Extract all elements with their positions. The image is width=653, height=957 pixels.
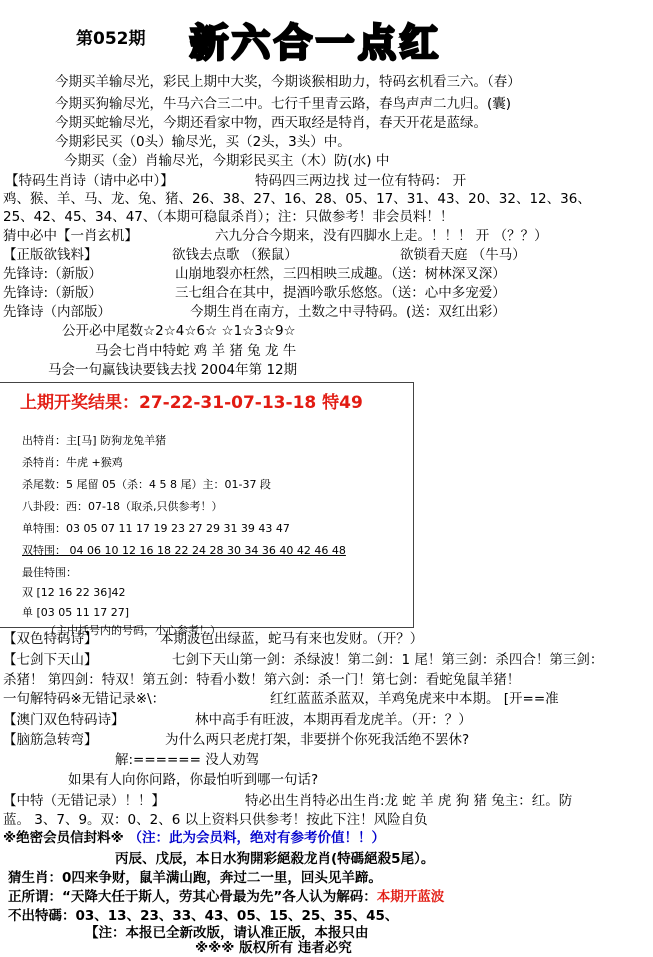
poem-text: 今期生肖在南方，土数之中寻特码。(送：双红出彩） bbox=[190, 304, 506, 320]
zodiac-line: 鸡、猴、羊、马、龙、兔、猪、26、38、27、16、28、05、17、31、43、20、32、12、36、 bbox=[3, 191, 591, 207]
section-text: 本期波色出绿蓝，蛇马有来也发财。（开？） bbox=[160, 631, 424, 647]
poem-text: 山崩地裂亦枉然，三四相映三成趣。（送：树林深叉深） bbox=[175, 266, 506, 282]
bottom-line: 【注：本报已全新改版，请认准正版，本报只由 bbox=[85, 925, 369, 941]
zhongte-text: 特必出生肖特必出生肖:龙 蛇 羊 虎 狗 猪 兔主：红。防 bbox=[245, 793, 573, 809]
macau-note: 马会一句赢钱诀要钱去找 2004年第 12期 bbox=[48, 362, 298, 378]
intro-line: 今期买羊输尽光，彩民上期中大奖，今期谈猴相助力，特码玄机看三六。（春） bbox=[55, 74, 521, 90]
secret-text: ※绝密会员信封料※ bbox=[3, 830, 124, 846]
riddle-question: 如果有人向你问路，你最怕听到哪一句话? bbox=[68, 772, 319, 788]
bottom-highlight: 本期开蓝波 bbox=[376, 889, 445, 905]
poem-section-label: 【正版欲钱料】 bbox=[3, 247, 98, 263]
secret-note bbox=[3, 830, 385, 846]
bottom-line-text: 正所谓：“天降大任于斯人，劳其心骨最为先”各人认为解码： bbox=[8, 889, 377, 905]
poem-title: 欲钱去点歌 （猴鼠） bbox=[172, 247, 298, 263]
copyright: ※※※ 版权所有 违者必究 bbox=[195, 940, 352, 956]
issue-number: 第052期 bbox=[76, 29, 146, 49]
tema-label: 【特码生肖诗（请中必中）】 bbox=[5, 173, 174, 189]
section-text: 林中高手有旺波，本期再看龙虎羊。（开：？） bbox=[195, 712, 472, 728]
result-box bbox=[0, 382, 414, 637]
section-text: 七剑下天山第一剑：杀绿波！第二剑：1 尾！第三剑：杀四合！第三剑： bbox=[172, 652, 604, 668]
result-row: 杀尾数：5 尾留 05（杀：4 5 8 尾）主：01-37 段 bbox=[22, 478, 271, 491]
result-row: 最佳特围： bbox=[22, 566, 77, 579]
result-row: 双 [12 16 22 36]42 bbox=[22, 586, 126, 599]
poem-title-2: 欲锁看天庭 （牛马） bbox=[400, 247, 526, 263]
brand-logo bbox=[188, 18, 456, 64]
guess-text: 六九分合今期来，没有四脚水上走。！！！ 开 （？？） bbox=[215, 228, 548, 244]
tail-numbers: 公开必中尾数☆2☆4☆6☆ ☆1☆3☆9☆ bbox=[62, 323, 296, 339]
tema-text: 特码四三两边找 过一位有特码： 开 bbox=[255, 173, 467, 189]
result-row: 单特围：03 05 07 11 17 19 23 27 29 31 39 43 47 bbox=[22, 522, 290, 535]
section-label: 【双色特码诗】 bbox=[3, 631, 98, 647]
zhongte-label: 【中特（无错记录）！！】 bbox=[3, 793, 165, 809]
result-title: 上期开奖结果：27-22-31-07-13-18 特49 bbox=[20, 393, 363, 413]
section-label: 【七剑下天山】 bbox=[3, 652, 98, 668]
zodiac-line: 25、42、45、34、47、（本期可稳鼠杀肖）；注：只做参考！非会员料！！ bbox=[3, 209, 454, 225]
riddle-answer: 解:====== 没人劝驾 bbox=[115, 752, 260, 768]
poem-text: 三七组合在其中，提酒吟歌乐悠悠。（送：心中多宠爱） bbox=[175, 285, 506, 301]
intro-line: 今期买蛇输尽光，今期还看家中物，西天取经是特肖，春天开花是蓝绿。 bbox=[55, 115, 487, 131]
intro-line: 今期买（金）肖输尽光，今期彩民买主（木）防(水) 中 bbox=[64, 153, 390, 169]
bottom-line: 不出特碼：03、13、23、33、43、05、15、25、35、45、 bbox=[8, 908, 399, 924]
result-row: 杀特肖：牛虎 +猴鸡 bbox=[22, 456, 123, 469]
section-text: 为什么两只老虎打架，非要拼个你死我活绝不罢休? bbox=[165, 732, 470, 748]
section-label: 【澳门双色特码诗】 bbox=[3, 712, 125, 728]
svg-text:新六合一点红: 新六合一点红 bbox=[190, 21, 443, 64]
bottom-line: 丙辰、戊辰，本日水狗開彩絕殺龙肖(特碼絕殺5尾）。 bbox=[115, 851, 435, 867]
section-label: 一句解特码※无错记录※\： bbox=[3, 691, 166, 707]
section-text: 红红蓝蓝杀蓝双，羊鸡兔虎来中本期。 [开==准 bbox=[270, 691, 559, 707]
guess-label: 猜中必中【一肖玄机】 bbox=[3, 228, 138, 244]
result-row: 双特围： 04 06 10 12 16 18 22 24 28 30 34 36 40 42 46 48 bbox=[22, 544, 346, 557]
secret-highlight: （注：此为会员料，绝对有参考价值！！） bbox=[128, 830, 385, 846]
section-label: 【脑筋急转弯】 bbox=[3, 732, 98, 748]
section-line: 杀猪！ 第四剑：特双！第五剑：特看小数！第六剑：杀一门！第七剑：看蛇兔鼠羊猪！ bbox=[3, 672, 521, 688]
bottom-line: 猜生肖：0四来争财，鼠羊满山跑，奔过二一里，回头见羊蹄。 bbox=[8, 870, 382, 886]
zhongte-text-2: 蓝。 3、7、9。双：0、2、6 以上资料只供参考！按此下注！风险自负 bbox=[3, 812, 428, 828]
poem-label: 先锋诗（内部版） bbox=[3, 304, 111, 320]
intro-line: 今期彩民买（0头）输尽光，买（2头，3头）中。 bbox=[55, 134, 351, 150]
result-row: （主中括号内的号码，小心参考！） bbox=[45, 624, 221, 637]
result-row: 单 [03 05 11 17 27] bbox=[22, 606, 130, 619]
intro-line: 今期买狗输尽光，牛马六合三二中。七行千里青云路，春鸟声声二九归。(囊) bbox=[55, 96, 512, 112]
result-row: 八卦段：西：07-18（取杀,只供参考！） bbox=[22, 500, 223, 513]
macau-seven: 马会七肖中特蛇 鸡 羊 猪 兔 龙 牛 bbox=[95, 343, 297, 359]
bottom-line bbox=[8, 889, 444, 905]
result-row: 出特肖：主[马] 防狗龙兔羊猪 bbox=[22, 434, 167, 447]
poem-label: 先锋诗:（新版） bbox=[3, 266, 103, 282]
poem-label: 先锋诗:（新版） bbox=[3, 285, 103, 301]
